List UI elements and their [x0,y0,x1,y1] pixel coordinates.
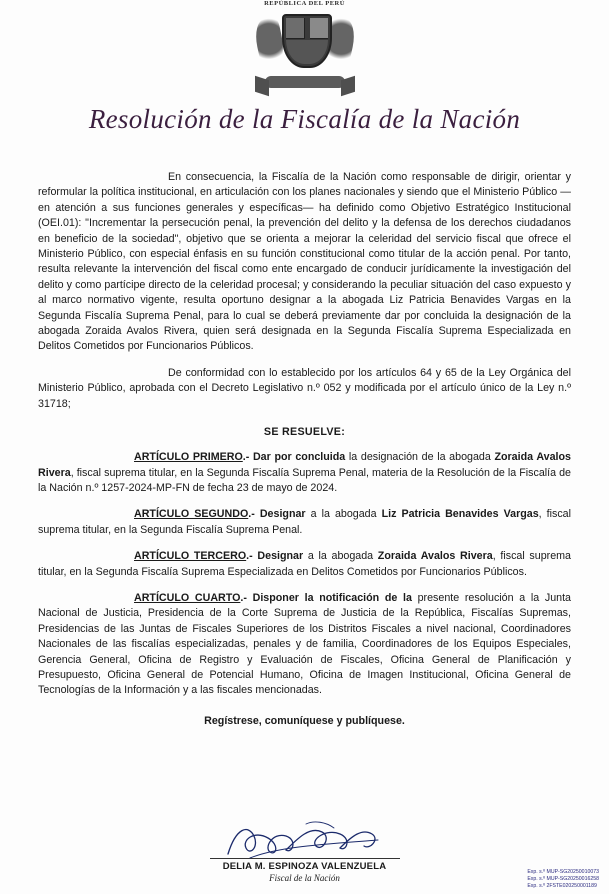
coat-of-arms-arc-text: REPÚBLICA DEL PERÚ [264,0,345,7]
article-first-rest: , fiscal suprema titular, en la Segunda Fiscalía Suprema Penal, materia de la Resolución de la Fiscalía de la Nación n.º 1257-2024-MP-FN de fecha 23 de mayo de 2024. [38,466,571,494]
article-second-person: Liz Patricia Benavides Vargas [381,508,539,521]
resolution-heading: SE RESUELVE: [263,426,346,439]
article-first-person: Zoraida Avalos Rivera [38,451,571,479]
paragraph-2-intro: De conformidad con lo establecido por los artículos 64 y 65 [168,366,457,379]
article-fourth [38,591,571,699]
wreath-left-decoration [251,16,287,72]
signatory-role: Fiscal de la Nación [269,873,340,883]
shield-lower-decoration [286,40,328,64]
article-first-dash: .- [242,451,253,464]
article-third-label: ARTÍCULO TERCERO [134,550,247,563]
article-fourth-dash: .- [240,591,253,604]
paragraph-1-text: de dirigir, orientar y reformular la política institucional, en articulación con los planes nacionales y siendo que el Ministerio Público —en atención a sus funciones generales y específicas— ha definido como Objetivo Estratégico Institucional (OEI.01): "Incrementar la persecución penal, la prevención del delito y la defensa de los derechos ciudadanos en beneficio de la sociedad", objetivo que se orienta a mejorar la celeridad del servicio fiscal que ofrece el Ministerio Público, con especial énfasis en su función constitucional como titular de la acción penal. Por tanto, resulta relevante la intervención del fiscal como ente encargado de conducir jurídicamente la investigación del delito y como partícipe directo de la celeridad procesal; y considerando la peculiar situación del caso expuesto y al marco normativo vigente, resulta oportuno designar a la abogada Liz Patricia Benavides Vargas en la Segunda Fiscalía Suprema Penal, para lo cual se deberá previamente dar por concluida la designación de la abogada Zoraida Avalos Rivera, quien será designada en la Segunda Fiscalía Suprema Especializada en Delitos Cometidos por Funcionarios Públicos. [38,171,571,353]
peru-coat-of-arms-icon [251,0,359,100]
article-first-action: Dar por concluida [252,451,346,464]
ribbon-decoration [265,76,345,88]
signature-block [0,818,609,883]
paragraph-consideration [38,170,571,355]
article-fourth-text: la notificación de la [298,591,412,604]
article-third-dash: .- [246,550,258,563]
page-title: Resolución de la Fiscalía de la Nación [88,104,521,134]
article-second-dash: .- [248,508,260,521]
expediente-codes [527,869,599,890]
wreath-right-decoration [321,16,357,72]
expediente-code: Exp. s.º 2FSTE020250001189 [527,883,597,889]
article-fourth-rest: presente resolución a la Junta Nacional de Justicia, Presidencia de la Corte Suprema de Justicia de la República, Fiscalías Supremas, Presidencias de las Juntas de Fiscales Superiores de los Distritos Fiscales a nivel nacional, Coordinadores Nacionales de las fiscalías especializadas, penales y de familia, Coordinadores de los Equipos Especiales, Gerencia General, Oficina de Registro y Evaluación de Fiscales, Oficina General de Planificación y Presupuesto, Oficina General de Potencial Humano, Oficina de Imagen Institucional, Oficina General de Tecnologías de la Información y a las fiscales mencionadas. [38,591,571,697]
article-second-label: ARTÍCULO SEGUNDO [134,508,249,521]
paragraph-1-intro: En consecuencia, la Fiscalía de la Nación como responsable [168,171,471,183]
article-first-text: la designación de la abogada [345,451,495,464]
paragraph-2-text: de la Ley Orgánica del Ministerio Público, aprobada con el Decreto Legislativo n.º 052 y modificada por el artículo único de la Ley n.º 31718; [38,366,571,410]
expediente-code: Exp. s.º MUP-SG20250016258 [527,876,599,882]
article-second-rest: , fiscal suprema titular, en la Segunda Fiscalía Suprema Penal. [38,508,572,536]
paragraph-legal-basis [38,366,571,412]
expediente-code: Exp. s.º MUP-SG20250010073 [527,869,599,875]
handwritten-signature-icon [210,818,400,862]
coat-of-arms-header [0,0,609,100]
document-body [38,170,571,727]
article-second-text: a la abogada [305,508,382,521]
article-third-person: Zoraida Avalos Rivera [377,550,493,563]
article-third-action: Designar [257,550,304,563]
article-fourth-action: Disponer [252,591,299,604]
article-third-rest: , fiscal suprema titular, en la Segunda Fiscalía Suprema Especializada en Delitos Cometidos por Funcionarios Públicos. [38,550,572,578]
article-second [38,507,571,538]
article-fourth-label: ARTÍCULO CUARTO [134,591,241,604]
article-third [38,549,571,580]
article-first [38,450,571,496]
signatory-name: DELIA M. ESPINOZA VALENZUELA [222,861,387,872]
shield-decoration [282,14,332,68]
article-first-label: ARTÍCULO PRIMERO [134,451,243,464]
article-second-action: Designar [259,508,306,521]
closing-line: Regístrese, comuníquese y publíquese. [204,714,405,727]
article-third-text: a la abogada [303,550,378,563]
